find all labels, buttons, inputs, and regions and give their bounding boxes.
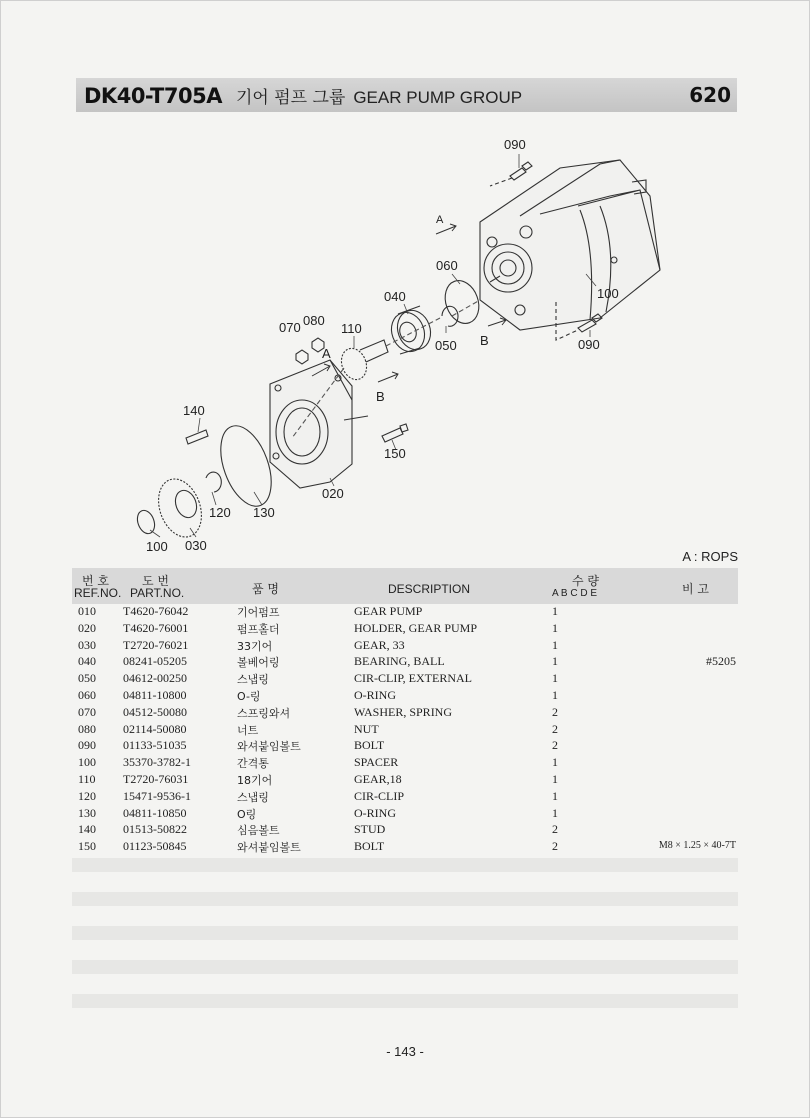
part-name-korean: O링 xyxy=(237,807,257,821)
callout-020: 020 xyxy=(322,486,344,501)
table-row xyxy=(72,688,738,705)
ref-number: 100 xyxy=(78,755,96,770)
section-page-code: 620 xyxy=(689,83,731,107)
part-name-korean: 기어펌프 xyxy=(237,606,280,619)
part-number: T2720-76031 xyxy=(123,771,189,786)
ref-number: 020 xyxy=(78,620,96,635)
table-row xyxy=(72,671,738,688)
part-name-korean: 18기어 xyxy=(237,773,273,787)
part-description: STUD xyxy=(354,822,386,837)
callout-150: 150 xyxy=(384,446,406,461)
quantity: 2 xyxy=(552,721,558,736)
part-name-korean: 볼베어링 xyxy=(237,656,280,670)
quantity: 1 xyxy=(552,654,558,669)
ref-number: 120 xyxy=(78,788,96,803)
part-number: 15471-9536-1 xyxy=(123,788,191,803)
ref-number: 040 xyxy=(78,654,96,669)
empty-band xyxy=(72,960,738,974)
part-name-korean: 33기어 xyxy=(237,639,273,653)
ref-number: 030 xyxy=(78,637,96,652)
callout-090-top: 090 xyxy=(504,137,526,152)
header-ref-korean: 번 호 xyxy=(82,574,109,588)
part-number: T4620-76001 xyxy=(123,620,189,635)
callout-040: 040 xyxy=(384,289,406,304)
part-number: T2720-76021 xyxy=(123,637,189,652)
ref-number: 050 xyxy=(78,671,96,686)
ref-number: 080 xyxy=(78,721,96,736)
part-description: SPACER xyxy=(354,755,399,770)
part-number: 01513-50822 xyxy=(123,822,187,837)
o-ring-060-drawing xyxy=(439,276,484,328)
table-row xyxy=(72,806,738,823)
gear-030-drawing xyxy=(151,473,209,543)
header-qty-korean: 수 량 xyxy=(572,574,599,588)
quantity: 2 xyxy=(552,822,558,837)
ref-number: 130 xyxy=(78,805,96,820)
gear-110-drawing xyxy=(337,340,388,383)
part-description: O-RING xyxy=(354,805,396,820)
part-number: T4620-76042 xyxy=(123,604,189,618)
ref-number: 010 xyxy=(78,604,96,618)
quantity: 1 xyxy=(552,620,558,635)
callout-060: 060 xyxy=(436,258,458,273)
callout-070: 070 xyxy=(279,320,301,335)
table-row xyxy=(72,722,738,739)
page-number: - 143 - xyxy=(386,1044,424,1059)
section-arrow-a-mid: A xyxy=(322,346,331,361)
gear-pump-drawing xyxy=(480,160,660,330)
callout-050: 050 xyxy=(435,338,457,353)
ref-number: 140 xyxy=(78,822,96,837)
spacer-100-drawing xyxy=(134,508,157,536)
part-name-korean: 심음볼트 xyxy=(237,824,280,838)
header-part-english: PART.NO. xyxy=(130,586,185,600)
remarks: M8 × 1.25 × 40-7T xyxy=(658,840,736,852)
quantity: 2 xyxy=(552,704,558,719)
callout-110: 110 xyxy=(341,321,362,336)
part-number: 04512-50080 xyxy=(123,704,187,719)
header-description: DESCRIPTION xyxy=(388,582,471,596)
table-row xyxy=(72,604,738,621)
empty-band xyxy=(72,926,738,940)
bolt-150-drawing xyxy=(382,424,408,442)
empty-band xyxy=(72,858,738,872)
part-number: 02114-50080 xyxy=(123,721,187,736)
part-number: 35370-3782-1 xyxy=(123,755,191,770)
header-qty-columns: A B C D E xyxy=(552,588,598,599)
part-number: 01133-51035 xyxy=(123,738,187,753)
table-row xyxy=(72,772,738,789)
section-arrow-a-top: A xyxy=(436,214,444,226)
quantity: 2 xyxy=(552,738,558,753)
section-title-english: GEAR PUMP GROUP xyxy=(353,87,523,107)
part-number: 08241-05205 xyxy=(123,654,187,669)
table-row xyxy=(72,654,738,671)
quantity: 1 xyxy=(552,805,558,820)
empty-band xyxy=(72,994,738,1008)
empty-band xyxy=(72,892,738,906)
part-number: 04811-10800 xyxy=(123,687,187,702)
ref-number: 150 xyxy=(78,839,96,854)
ref-number: 090 xyxy=(78,738,96,753)
part-description: CIR-CLIP xyxy=(354,788,405,803)
remarks: #5205 xyxy=(706,654,736,669)
ref-number: 070 xyxy=(78,704,96,719)
callout-100-spacer: 100 xyxy=(146,539,168,554)
model-code: DK40-T705A xyxy=(84,83,222,108)
callout-090-right: 090 xyxy=(578,337,600,352)
callout-120: 120 xyxy=(209,505,231,520)
stud-140-drawing xyxy=(186,430,208,444)
table-row xyxy=(72,638,738,655)
header-remarks-korean: 비 고 xyxy=(682,582,709,596)
part-description: NUT xyxy=(354,721,379,736)
section-arrow-b-right: B xyxy=(480,333,489,348)
part-name-korean: 스냅링 xyxy=(237,673,269,687)
rops-note: A : ROPS xyxy=(682,549,738,564)
part-name-korean: 스프링와셔 xyxy=(237,706,291,720)
parts-table-body xyxy=(72,604,738,856)
table-row xyxy=(72,839,738,856)
part-description: GEAR PUMP xyxy=(354,604,423,618)
part-number: 01123-50845 xyxy=(123,839,187,854)
table-row xyxy=(72,755,738,772)
quantity: 2 xyxy=(552,839,558,854)
part-name-korean: 펌프홀더 xyxy=(237,622,280,636)
section-arrow-b-mid: B xyxy=(376,389,385,404)
part-name-korean: 스냅링 xyxy=(237,790,269,804)
part-description: BEARING, BALL xyxy=(354,654,445,669)
part-description: BOLT xyxy=(354,738,385,753)
bolt-090-top-drawing xyxy=(490,162,532,186)
part-name-korean: 간격통 xyxy=(237,757,269,771)
table-row xyxy=(72,705,738,722)
ref-number: 060 xyxy=(78,687,96,702)
part-description: GEAR,18 xyxy=(354,771,402,786)
circlip-120-drawing xyxy=(206,472,221,492)
nut-washer-070-080-drawing xyxy=(296,338,324,364)
callout-030: 030 xyxy=(185,538,207,553)
part-description: GEAR, 33 xyxy=(354,637,405,652)
part-name-korean: 와셔붙임볼트 xyxy=(237,740,301,754)
table-row xyxy=(72,822,738,839)
callout-140: 140 xyxy=(183,403,205,418)
callout-100-pump: 100 xyxy=(597,286,619,301)
ref-number: 110 xyxy=(78,771,96,786)
part-description: CIR-CLIP, EXTERNAL xyxy=(354,671,472,686)
callout-080: 080 xyxy=(303,313,325,328)
section-title-korean: 기어 펌프 그룹 xyxy=(235,87,346,108)
callout-130: 130 xyxy=(253,505,275,520)
quantity: 1 xyxy=(552,604,558,618)
part-description: BOLT xyxy=(354,839,385,854)
header-name-korean: 품 명 xyxy=(252,582,279,596)
quantity: 1 xyxy=(552,755,558,770)
bearing-040-drawing xyxy=(386,306,436,357)
table-row xyxy=(72,621,738,638)
table-row xyxy=(72,738,738,755)
parts-table-header xyxy=(72,568,738,604)
part-name-korean: 너트 xyxy=(237,723,259,737)
quantity: 1 xyxy=(552,788,558,803)
part-number: 04612-00250 xyxy=(123,671,187,686)
quantity: 1 xyxy=(552,671,558,686)
part-description: HOLDER, GEAR PUMP xyxy=(354,620,478,635)
part-description: O-RING xyxy=(354,687,396,702)
part-description: WASHER, SPRING xyxy=(354,704,453,719)
header-ref-english: REF.NO. xyxy=(74,586,122,600)
quantity: 1 xyxy=(552,687,558,702)
quantity: 1 xyxy=(552,637,558,652)
part-name-korean: 와셔붙임볼트 xyxy=(237,841,301,855)
part-number: 04811-10850 xyxy=(123,805,187,820)
empty-table-bands xyxy=(72,858,738,1028)
table-row xyxy=(72,789,738,806)
circlip-050-drawing xyxy=(442,306,458,326)
header-part-korean: 도 번 xyxy=(142,574,169,588)
quantity: 1 xyxy=(552,771,558,786)
part-name-korean: O-링 xyxy=(237,689,261,703)
